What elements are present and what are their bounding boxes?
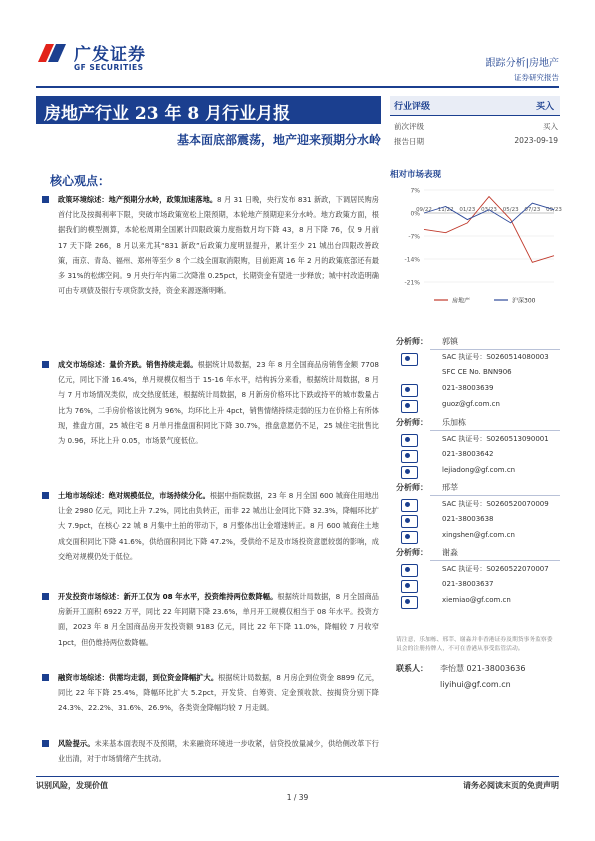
x-tick-label: 11/22 — [437, 207, 454, 213]
analyst-email[interactable]: guoz@gf.com.cn — [442, 400, 500, 408]
bullet-body: 未来基本面表现不及预期，未来融资环境进一步收紧，信贷投放量减少，供给侧改革下行业出清，对于市场情绪产生扰动。 — [58, 739, 379, 764]
prev-rating-row — [394, 121, 558, 132]
phone-icon — [401, 384, 418, 397]
bullet-policy — [42, 192, 379, 298]
bullet-square-icon — [42, 492, 49, 499]
disclaimer-text: 请注意，乐加栋、邢莘、谢淼并非香港证券及期货事务监察委员会的注册持牌人，不可在香港从事受监管活动。 — [396, 637, 553, 652]
bullet-investment — [42, 589, 379, 650]
bullet-square-icon — [42, 674, 49, 681]
bullet-square-icon — [42, 740, 49, 747]
divider — [430, 349, 560, 350]
x-tick-label: 09/22 — [416, 207, 432, 213]
analyst-phone: 021-38003638 — [442, 515, 494, 523]
phone-icon — [401, 450, 418, 463]
bullet-land — [42, 488, 379, 564]
email-icon — [401, 531, 418, 544]
legend-label: 沪深300 — [512, 297, 536, 305]
report-title: 房地产行业 23 年 8 月行业月报 — [44, 104, 291, 124]
analyst-sac: SAC 执证号：S0260513090001 — [442, 435, 549, 443]
prev-rating-label: 前次评级 — [394, 122, 424, 131]
divider — [430, 560, 560, 561]
logo-text: 广发证券 — [74, 45, 146, 65]
phone-icon — [401, 580, 418, 593]
analyst-sfc: SFC CE No. BNN906 — [442, 368, 512, 376]
x-tick-label: 07/23 — [524, 207, 541, 213]
rating-label: 行业评级 — [394, 102, 431, 112]
phone-icon — [401, 515, 418, 528]
logo-subtext: GF SECURITIES — [74, 63, 144, 72]
id-card-icon — [401, 499, 418, 512]
analyst-sac: SAC 执证号：S0260520070009 — [442, 500, 549, 508]
divider — [430, 430, 560, 431]
bullet-body: 根据中指院数据，23 年 8 月全国 600 城商住用地出让金 2980 亿元，同比上升 7.2%，同比由负转正，而非 22 城出让金同比下降 32.3%，降幅环比扩大 7.9pct，在核心 22 城 8 月集中土拍的带动下，8 月整体出让金增速转正。8 月 600 城商住土地成交面积同比下降 41.6%，供给面积同比下降 47.2%，受供给不足及市场投资意愿较弱的影响，成交绝对规模仍处于低位。 — [58, 491, 379, 561]
email-icon — [401, 466, 418, 479]
bullet-head: 开发投资市场综述：新开工仅为 08 年水平，投资维持两位数降幅。 — [58, 592, 278, 601]
core-views-title: 核心观点： — [50, 174, 111, 188]
title-banner — [36, 96, 381, 124]
analyst-phone: 021-38003637 — [442, 580, 494, 588]
id-card-icon — [401, 353, 418, 366]
bullet-head: 融资市场综述：供需均走弱，到位资金降幅扩大。 — [58, 673, 219, 682]
bullet-body: 根据统计局数据，8 月全国商品房新开工面积 6922 万平，同比 22 年同期下降 23.6%，单月开工规模仅相当于 08 年水平。投资方面，2023 年 8 月全国商品房开发投资额 9183 亿元，同比 22 年下降 11.0%，降幅较 7 月收窄 1pct，但仍维持两位数降幅。 — [58, 592, 379, 647]
bullet-head: 成交市场综述：量价齐跌。销售持续走弱。 — [58, 360, 198, 369]
report-date-label: 报告日期 — [394, 137, 424, 146]
bullet-financing — [42, 670, 379, 716]
footer-divider — [36, 776, 559, 777]
relative-performance-chart — [390, 182, 560, 312]
y-tick-label: -14% — [404, 256, 420, 264]
analyst-label: 分析师： — [396, 337, 428, 346]
bullet-square-icon — [42, 593, 49, 600]
bullet-risk — [42, 736, 379, 766]
analyst-name: 郭镇 — [442, 337, 458, 346]
logo-mark-icon — [34, 38, 70, 68]
report-type: 证券研究报告 — [514, 73, 559, 82]
rating-value: 买入 — [535, 102, 554, 112]
page-number: 1 / 39 — [286, 793, 309, 802]
id-card-icon — [401, 434, 418, 447]
bullet-body: 8 月 31 日晚，央行发布 831 新政，下调居民购房首付比及按揭利率下限，突破市场政策宽松上限预期，本轮地产预期迎来分水岭。地方政策方面，根据我们的模型测算，本轮松周期全国累计四限政策力度指数月均下降 43，8 月下降 76，仅 9 月前 17 天下降 266，8 月以来尤其“831 新政”后政策力度明显提升，累计至少 21 城出台四限改善政策，南京、青岛、福州、郑州等至少 8 个二线全面取消限购，目前距离 16 年 2 月的政策底部还有最多 31%的松绑空间。9 月央行年内第二次降准 0.25pct，长期资金有望进一步释放；城中村改造明确可由专项债及银行专项贷款支持，资金来源逐渐明晰。 — [58, 195, 379, 296]
analyst-phone: 021-38003642 — [442, 450, 494, 458]
analyst-name: 谢淼 — [442, 548, 458, 557]
legend-label: 房地产 — [452, 297, 471, 305]
x-tick-label: 05/23 — [502, 207, 519, 213]
analyst-email[interactable]: lejiadong@gf.com.cn — [442, 466, 516, 474]
y-tick-label: -7% — [408, 233, 420, 241]
report-category: 跟踪分析|房地产 — [485, 58, 559, 69]
analyst-sac: SAC 执证号：S0260514080003 — [442, 353, 549, 361]
footer-disclaimer-note: 请务必阅读末页的免责声明 — [463, 781, 559, 790]
bullet-body: 根据统计局数据，23 年 8 月全国商品房销售金额 7708 亿元，同比下滑 16.4%，单月规模仅相当于 15-16 年水平，结构拆分来看，根据统计局数据，8 月与 7 月市场情况类似，成交热度低迷，根据统计局数据，8 月新房价格环比下跌或持平的城市数量占比为 76%，二手房价格该比例为 96%，均环比上升 4pct，销售情绪持续走弱的压力在价格上有所体现，推盘方面，25 城住宅 8 月单月推盘面积同比下降 30.7%，推盘意愿仍不足，25 城住宅批售比为 0.96，环比上升 0.05，市场景气度低位。 — [58, 360, 379, 446]
analyst-label: 分析师： — [396, 548, 428, 557]
analyst-email[interactable]: xingshen@gf.com.cn — [442, 531, 515, 539]
divider — [430, 495, 560, 496]
contact-email[interactable]: liyihui@gf.com.cn — [440, 680, 511, 689]
id-card-icon — [401, 564, 418, 577]
analyst-name: 邢莘 — [442, 483, 458, 492]
bullet-head: 政策环境综述：地产预期分水岭，政策加速落地。 — [58, 195, 218, 204]
bullet-square-icon — [42, 361, 49, 368]
analyst-name: 乐加栋 — [442, 418, 466, 427]
y-tick-label: 7% — [410, 187, 420, 195]
report-date-row — [394, 136, 558, 147]
prev-rating-value: 买入 — [543, 122, 558, 131]
report-date-value: 2023-09-19 — [514, 136, 558, 145]
x-tick-label: 03/23 — [481, 207, 497, 213]
y-tick-label: -21% — [404, 279, 420, 287]
analyst-label: 分析师： — [396, 483, 428, 492]
bullet-transaction — [42, 357, 379, 448]
chart-title: 相对市场表现 — [390, 170, 442, 180]
email-icon — [401, 400, 418, 413]
header-divider — [36, 86, 559, 88]
rating-header — [390, 96, 560, 116]
y-tick-label: 0% — [410, 210, 420, 218]
x-tick-label: 01/23 — [459, 207, 476, 213]
bullet-body: 根据统计局数据，8 月房企到位资金 8899 亿元，同比 22 年下降 25.4%，降幅环比扩大 5.2pct，开发贷、自筹资、定金预收款、按揭贷分别下降 24.3%、22.2%、31.6%、26.9%，各类资金降幅均较 7 月走阔。 — [58, 673, 379, 713]
analyst-email[interactable]: xiemiao@gf.com.cn — [442, 596, 511, 604]
email-icon — [401, 596, 418, 609]
footer-slogan: 识别风险，发现价值 — [36, 781, 108, 790]
contact-name-phone: 李怡慧 021-38003636 — [440, 664, 526, 673]
x-tick-label: 09/23 — [546, 207, 562, 213]
bullet-square-icon — [42, 196, 49, 203]
bullet-head: 风险提示。 — [58, 739, 95, 748]
analyst-sac: SAC 执证号：S0260522070007 — [442, 565, 549, 573]
bullet-head: 土地市场综述：绝对规模低位，市场持续分化。 — [58, 491, 210, 500]
report-subtitle: 基本面底部震荡，地产迎来预期分水岭 — [176, 133, 381, 147]
analyst-phone: 021-38003639 — [442, 384, 494, 392]
contact-label: 联系人： — [396, 664, 428, 673]
analyst-label: 分析师： — [396, 418, 428, 427]
